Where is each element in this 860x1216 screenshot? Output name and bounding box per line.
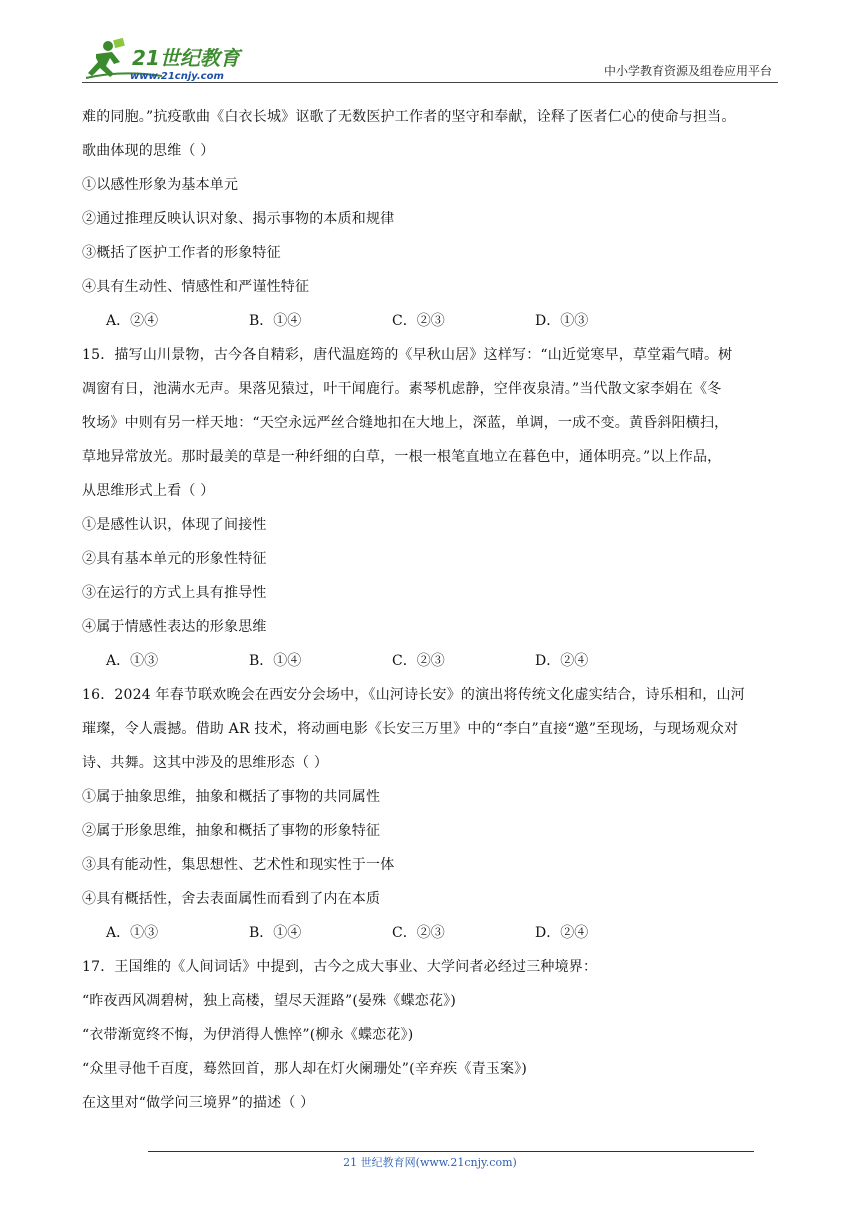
text-line: 16．2024 年春节联欢晚会在西安分会场中，《山河诗长安》的演出将传统文化虚实结合，诗乐相和，山河 <box>82 687 745 703</box>
text-line: ③具有能动性，集思想性、艺术性和现实性于一体 <box>82 857 395 873</box>
text-line: ①以感性形象为基本单元 <box>82 177 239 193</box>
answer-option: D．②④ <box>535 925 589 941</box>
answer-option: A．①③ <box>106 653 159 669</box>
document-body <box>82 100 782 1120</box>
logo-url: www.21cnjy.com <box>130 71 224 82</box>
answer-option: A．①③ <box>106 925 159 941</box>
text-line: ④具有生动性、情感性和严谨性特征 <box>82 279 310 295</box>
text-line: ②属于形象思维，抽象和概括了事物的形象特征 <box>82 823 381 839</box>
answer-options <box>82 916 782 950</box>
text-line: ③概括了医护工作者的形象特征 <box>82 245 281 261</box>
answer-option: B．①④ <box>249 313 302 329</box>
text-line: ②通过推理反映认识对象、揭示事物的本质和规律 <box>82 211 395 227</box>
answer-options <box>82 644 782 678</box>
page-header <box>0 0 860 90</box>
text-line: 璀璨，令人震撼。借助 AR 技术，将动画电影《长安三万里》中的“李白”直接“邀”至现场，与现场观众对 <box>82 721 739 737</box>
text-line: 17．王国维的《人间词话》中提到，古今之成大事业、大学问者必经过三种境界： <box>82 959 598 975</box>
answer-option: C．②③ <box>392 653 445 669</box>
answer-option: D．②④ <box>535 653 589 669</box>
text-line: 难的同胞。”抗疫歌曲《白衣长城》讴歌了无数医护工作者的坚守和奉献，诠释了医者仁心的使命与担当。 <box>82 109 736 125</box>
text-line: “衣带渐宽终不悔，为伊消得人憔悴”(柳永《蝶恋花》) <box>82 1027 414 1043</box>
answer-option: B．①④ <box>249 653 302 669</box>
text-line: ③在运行的方式上具有推导性 <box>82 585 267 601</box>
header-divider <box>82 82 778 83</box>
answer-options <box>82 304 782 338</box>
answer-option: C．②③ <box>392 313 445 329</box>
site-logo <box>82 36 252 82</box>
logo-text: 21世纪教育 <box>132 46 240 70</box>
text-line: ④属于情感性表达的形象思维 <box>82 619 267 635</box>
answer-option: D．①③ <box>535 313 589 329</box>
text-line: 牧场》中则有另一样天地：“天空永远严丝合缝地扣在大地上，深蓝，单调，一成不变。黄昏斜阳横扫， <box>82 415 729 431</box>
text-line: 在这里对“做学问三境界”的描述（ ） <box>82 1095 315 1111</box>
text-line: ④具有概括性，舍去表面属性而看到了内在本质 <box>82 891 381 907</box>
text-line: 从思维形式上看（ ） <box>82 483 215 499</box>
text-line: 草地异常放光。那时最美的草是一种纤细的白草，一根一根笔直地立在暮色中，通体明亮。”以上作品， <box>82 449 722 465</box>
answer-option: C．②③ <box>392 925 445 941</box>
answer-option: B．①④ <box>249 925 302 941</box>
platform-title: 中小学教育资源及组卷应用平台 <box>603 64 772 78</box>
footer-source: 21 世纪教育网(www.21cnjy.com) <box>343 1156 517 1169</box>
text-line: 歌曲体现的思维（ ） <box>82 143 215 159</box>
text-line: 15．描写山川景物，古今各自精彩，唐代温庭筠的《早秋山居》这样写：“山近觉寒早，草堂霜气晴。树 <box>82 347 733 363</box>
text-line: ①是感性认识，体现了间接性 <box>82 517 267 533</box>
text-line: “众里寻他千百度，蓦然回首，那人却在灯火阑珊处”(辛弃疾《青玉案》) <box>82 1061 528 1077</box>
footer-divider <box>148 1151 754 1152</box>
text-line: ①属于抽象思维，抽象和概括了事物的共同属性 <box>82 789 381 805</box>
text-line: 凋窗有日，池满水无声。果落见猿过，叶干闻鹿行。素琴机虑静，空伴夜泉清。”当代散文家李娟在《冬 <box>82 381 722 397</box>
text-line: 诗、共舞。这其中涉及的思维形态（ ） <box>82 755 329 771</box>
answer-option: A．②④ <box>106 313 159 329</box>
text-line: “昨夜西风凋碧树，独上高楼，望尽天涯路”(晏殊《蝶恋花》) <box>82 993 457 1009</box>
text-line: ②具有基本单元的形象性特征 <box>82 551 267 567</box>
